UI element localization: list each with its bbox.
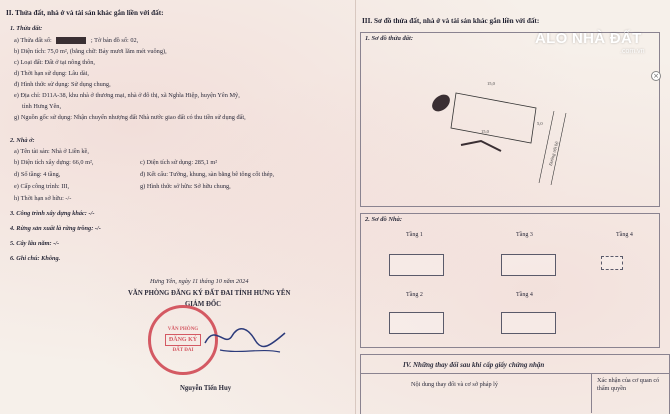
- stamp-mid-text: ĐĂNG KÝ: [165, 334, 201, 346]
- table-divider: [361, 373, 669, 374]
- director-title: GIÁM ĐỐC: [185, 301, 222, 308]
- floor-3-plan: [501, 254, 556, 276]
- usage-term-line: d) Thời hạn sử dụng: Lâu dài,: [14, 70, 90, 77]
- issuing-office: VĂN PHÒNG ĐĂNG KÝ ĐẤT ĐAI TỈNH HƯNG YÊN: [128, 290, 291, 297]
- changes-table: [360, 354, 670, 414]
- floor-4b-plan: [501, 312, 556, 334]
- floor-4b-label: Tầng 4: [516, 292, 533, 298]
- floors-line: d) Số tầng: 4 tầng,: [14, 171, 61, 178]
- other-construction: 3. Công trình xây dựng khác: -/-: [10, 210, 95, 217]
- parcel-number-label: a) Thửa đất số:: [14, 37, 52, 44]
- floor-4-label: Tầng 4: [616, 232, 633, 238]
- asset-name-line: a) Tên tài sản: Nhà ở Liền kề,: [14, 148, 89, 155]
- plot-width-label: 15,0: [487, 81, 495, 86]
- use-area-line: c) Diện tích sử dụng: 285,1 m²: [140, 159, 218, 166]
- land-type-line: c) Loại đất: Đất ở tại nông thôn,: [14, 59, 95, 66]
- col-changes-header: Nội dung thay đổi và cơ sở pháp lý: [411, 381, 498, 388]
- usage-form-line: đ) Hình thức sử dụng: Sử dụng chung,: [14, 81, 111, 88]
- land-plot-drawing: [361, 33, 659, 206]
- origin-line: g) Nguồn gốc sử dụng: Nhận chuyển nhượng đất Nhà nước giao đất có thu tiền sử dụng đất,: [14, 114, 246, 121]
- grade-line: e) Cấp công trình: III,: [14, 183, 70, 190]
- notes-line: [10, 255, 60, 262]
- site-watermark-sub: .com.vn: [620, 48, 645, 55]
- floor-1-label: Tầng 1: [406, 232, 423, 238]
- section-3-title: III. Sơ đồ thửa đất, nhà ở và tài sản khác gắn liền với đất:: [362, 17, 540, 25]
- redacted-block: [56, 37, 86, 44]
- land-parcel-heading: 1. Thửa đất:: [10, 25, 43, 32]
- build-area-line: b) Diện tích xây dựng: 66,0 m²,: [14, 159, 94, 166]
- land-plot-title: 1. Sơ đồ thửa đất:: [365, 35, 414, 42]
- floor-3-label: Tầng 3: [516, 232, 533, 238]
- perennial-trees: 5. Cây lâu năm: -/-: [10, 240, 60, 247]
- stamp-bottom-text: ĐẤT ĐAI: [172, 348, 194, 353]
- area-line: b) Diện tích: 75,0 m², (bằng chữ: Bảy mươi lăm mét vuông),: [14, 48, 167, 55]
- col-confirmation-header: Xác nhận của cơ quan có thẩm quyền: [597, 377, 660, 392]
- ownership-line: g) Hình thức sở hữu: Sở hữu chung,: [140, 183, 231, 190]
- floor-2-plan: [389, 312, 444, 334]
- signature-mark: [200, 318, 290, 358]
- plot-bottom-label: 15,0: [481, 129, 489, 134]
- address-line: e) Địa chỉ: D11A-38, khu nhà ở thương mại, nhà ở đô thị, xã Nghĩa Hiệp, huyện Yên Mỹ,: [14, 92, 240, 99]
- road-label: Đường nội bộ: [547, 140, 560, 167]
- section-2-title: II. Thửa đất, nhà ở và tài sản khác gắn liền với đất:: [6, 9, 164, 17]
- house-diagram-box: [360, 213, 660, 348]
- structure-line: đ) Kết cấu: Tường, khung, sàn bằng bê tông cốt thép,: [140, 171, 275, 178]
- issue-date: Hưng Yên, ngày 11 tháng 10 năm 2024: [150, 278, 249, 285]
- address-province: tỉnh Hưng Yên,: [22, 103, 62, 110]
- house-diagram-title: 2. Sơ đồ Nhà:: [365, 216, 403, 223]
- planted-forest: 4. Rừng sản xuất là rừng trồng: -/-: [10, 225, 101, 232]
- ownership-term-line: h) Thời hạn sở hữu: -/-: [14, 195, 72, 202]
- floor-1-plan: [389, 254, 444, 276]
- site-watermark: ALO NHÀ ĐẤT: [535, 30, 642, 47]
- stamp-top-text: VĂN PHÒNG: [167, 327, 199, 332]
- close-icon[interactable]: ×: [651, 71, 661, 81]
- floor-2-label: Tầng 2: [406, 292, 423, 298]
- notes-text: 6. Ghi chú: Không.: [10, 255, 61, 262]
- section-4-title: IV. Những thay đổi sau khi cấp giấy chứng nhận: [403, 361, 545, 369]
- signer-name: Nguyễn Tiến Huy: [180, 385, 232, 392]
- right-panel: [355, 0, 670, 414]
- floor-4-plan: [601, 256, 623, 270]
- parcel-number-line: [14, 37, 138, 44]
- map-sheet-label: ; Tờ bản đồ số: 02,: [90, 37, 139, 44]
- house-heading: 2. Nhà ở:: [10, 137, 35, 144]
- plot-side-label: 5,0: [537, 121, 543, 126]
- table-col-divider: [591, 373, 592, 413]
- land-plot-diagram-box: [360, 32, 660, 207]
